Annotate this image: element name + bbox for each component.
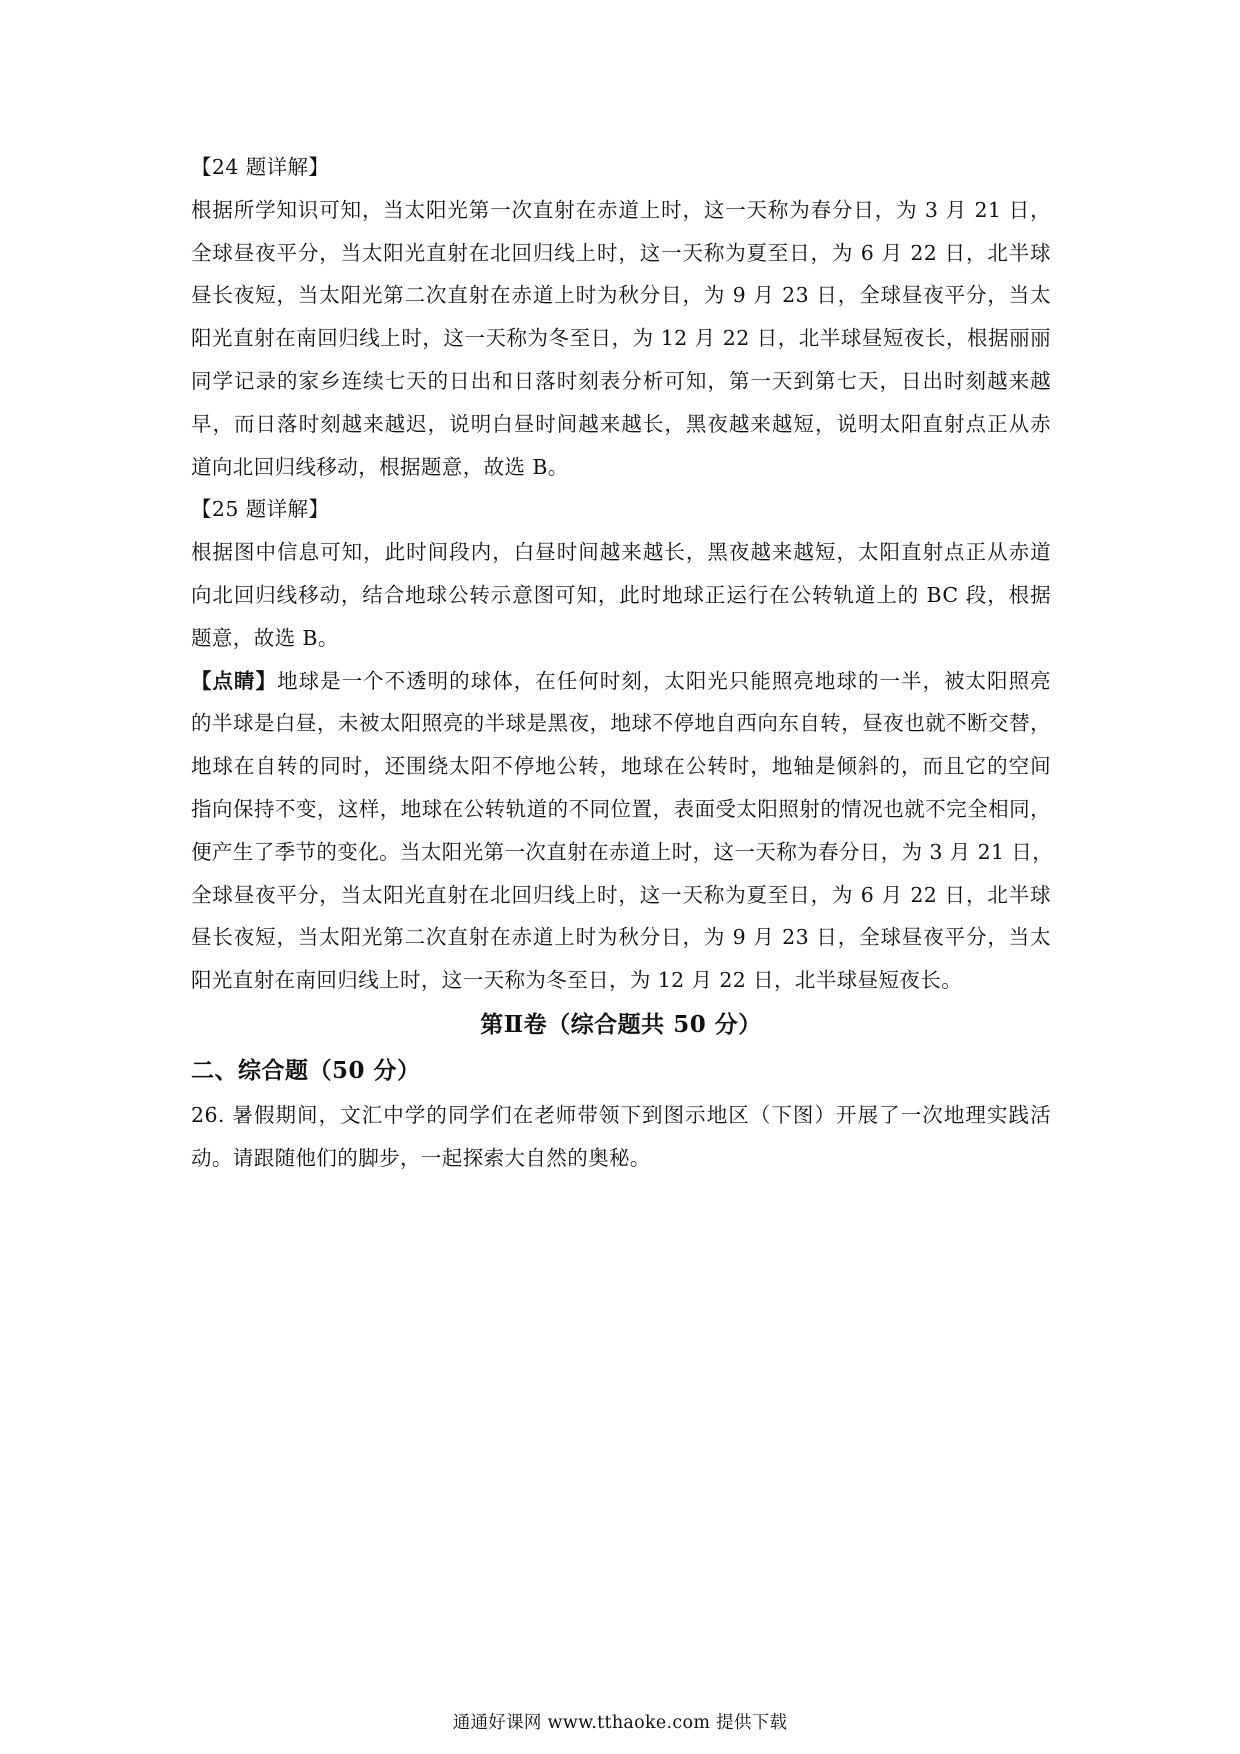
note-line-5: 便产生了季节的变化。当太阳光第一次直射在赤道上时，这一天称为春分日，为 3 月 21 日， bbox=[191, 839, 1054, 864]
note-line-7: 昼长夜短，当太阳光第二次直射在赤道上时为秋分日，为 9 月 23 日，全球昼夜平分，当太 bbox=[191, 925, 1051, 950]
q24-line-2: 全球昼夜平分，当太阳光直射在北回归线上时，这一天称为夏至日，为 6 月 22 日，北半球 bbox=[191, 240, 1051, 265]
q26-line-1: 26. 暑假期间，文汇中学的同学们在老师带领下到图示地区（下图）开展了一次地理实践活 bbox=[191, 1102, 1051, 1127]
q24-line-4: 阳光直射在南回归线上时，这一天称为冬至日，为 12 月 22 日，北半球昼短夜长，根据丽丽 bbox=[191, 326, 1051, 351]
q24-line-1: 根据所学知识可知，当太阳光第一次直射在赤道上时，这一天称为春分日，为 3 月 21 日， bbox=[191, 197, 1051, 222]
q25-line-2: 向北回归线移动，结合地球公转示意图可知，此时地球正运行在公转轨道上的 BC 段，根据 bbox=[191, 582, 1051, 607]
note-line-3: 地球在自转的同时，还围绕太阳不停地公转，地球在公转时，地轴是倾斜的，而且它的空间 bbox=[191, 754, 1051, 779]
note-line-4: 指向保持不变，这样，地球在公转轨道的不同位置，表面受太阳照射的情况也就不完全相同， bbox=[191, 796, 1051, 821]
note-line-6: 全球昼夜平分，当太阳光直射在北回归线上时，这一天称为夏至日，为 6 月 22 日，北半球 bbox=[191, 882, 1051, 907]
q25-line-1: 根据图中信息可知，此时间段内，白昼时间越来越长，黑夜越来越短，太阳直射点正从赤道 bbox=[191, 540, 1051, 565]
q25-line-3: 题意，故选 B。 bbox=[191, 625, 339, 650]
q25-heading: 【25 题详解】 bbox=[191, 497, 330, 522]
note-first-line-text: 地球是一个不透明的球体，在任何时刻，太阳光只能照亮地球的一半，被太阳照亮 bbox=[277, 668, 1051, 693]
note-line-8: 阳光直射在南回归线上时，这一天称为冬至日，为 12 月 22 日，北半球昼短夜长。 bbox=[191, 968, 963, 993]
q26-line-2: 动。请跟随他们的脚步，一起探索大自然的奥秘。 bbox=[191, 1145, 651, 1170]
section-title: 二、综合题（50 分） bbox=[191, 1056, 421, 1084]
q24-line-6: 早，而日落时刻越来越迟，说明白昼时间越来越长，黑夜越来越短，说明太阳直射点正从赤 bbox=[191, 411, 1051, 436]
document-body bbox=[191, 146, 1054, 1180]
q24-line-3: 昼长夜短，当太阳光第二次直射在赤道上时为秋分日，为 9 月 23 日，全球昼夜平分，当太 bbox=[191, 283, 1051, 308]
q24-line-5: 同学记录的家乡连续七天的日出和日落时刻表分析可知，第一天到第七天，日出时刻越来越 bbox=[191, 368, 1051, 393]
page-footer: 通通好课网 www.tthaoke.com 提供下载 bbox=[452, 1713, 788, 1733]
note-line-1 bbox=[191, 660, 1051, 703]
note-line-2: 的半球是白昼，未被太阳照亮的半球是黑夜，地球不停地自西向东自转，昼夜也就不断交替， bbox=[191, 711, 1051, 736]
q24-heading: 【24 题详解】 bbox=[191, 155, 330, 179]
part2-title: 第Ⅱ卷（综合题共 50 分） bbox=[480, 1010, 762, 1038]
q24-line-7: 道向北回归线移动，根据题意，故选 B。 bbox=[191, 454, 569, 479]
note-tag: 【点睛】 bbox=[191, 668, 278, 693]
